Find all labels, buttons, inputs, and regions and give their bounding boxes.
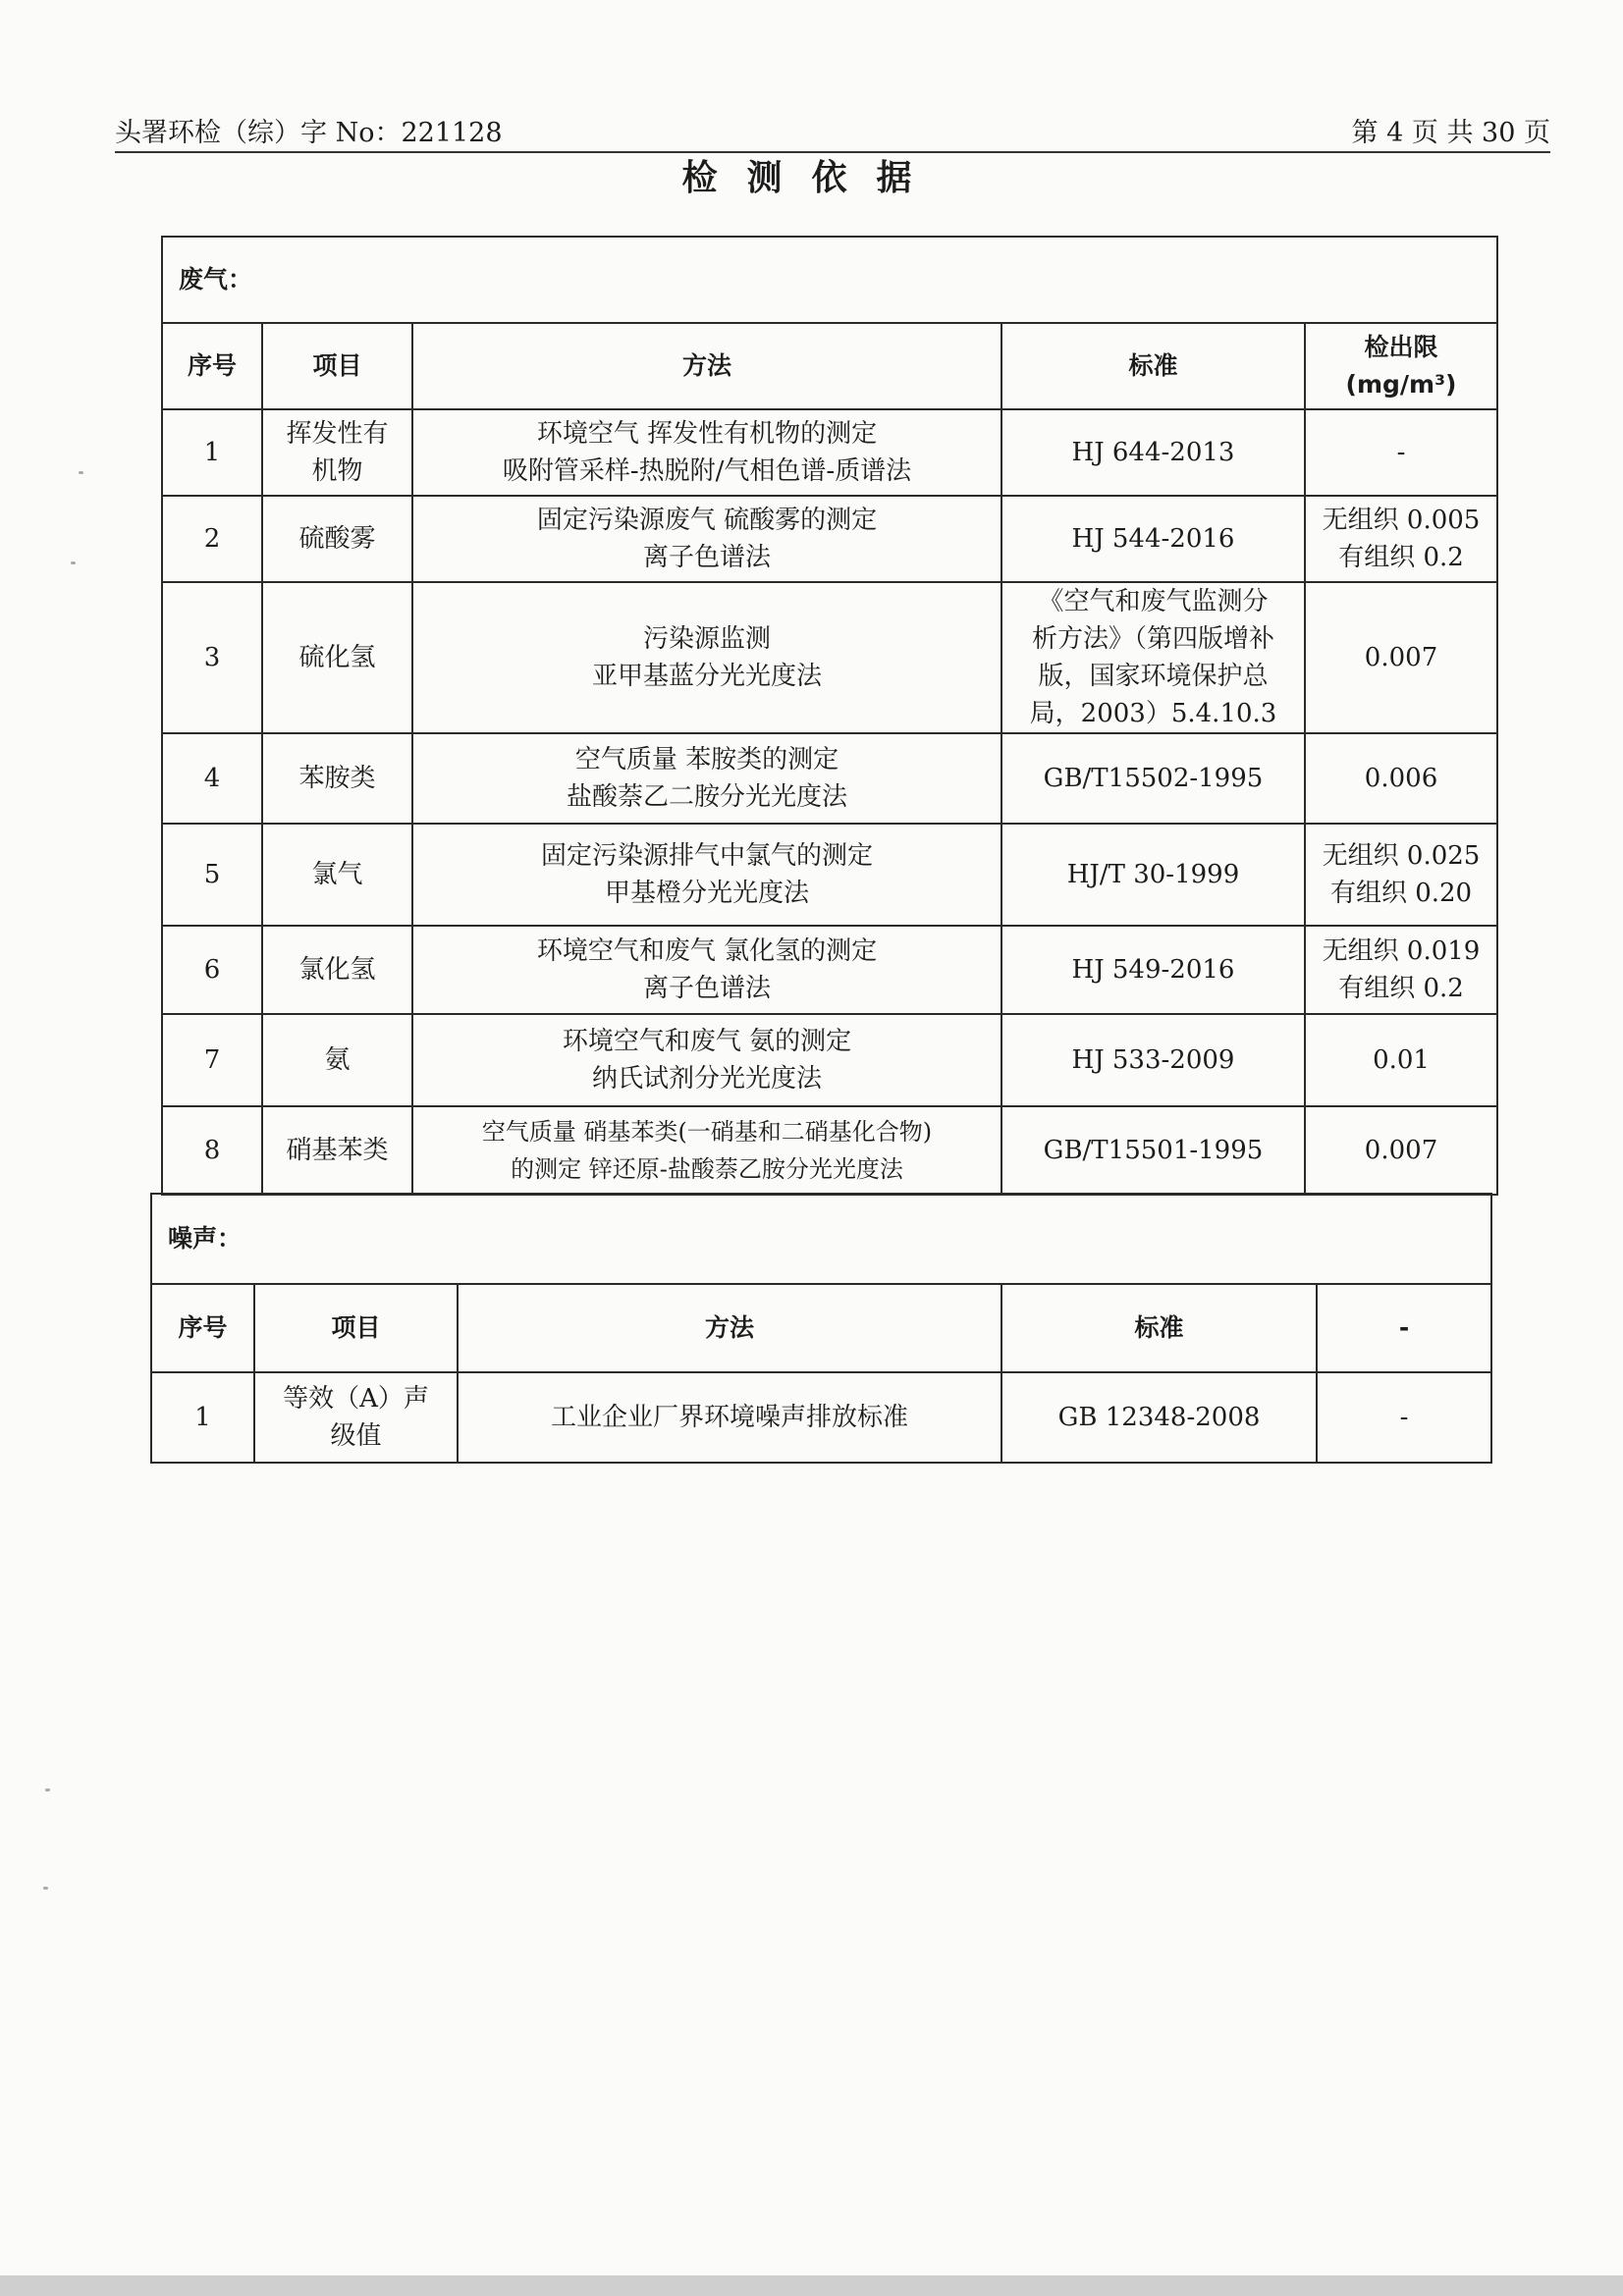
scan-speck bbox=[79, 471, 83, 474]
row-standard: HJ 544-2016 bbox=[1001, 496, 1305, 582]
column-header-no: 序号 bbox=[151, 1284, 254, 1372]
table-row bbox=[162, 733, 1497, 824]
row-item: 氨 bbox=[262, 1014, 412, 1106]
row-no: 6 bbox=[162, 926, 262, 1014]
scan-edge-band bbox=[0, 2275, 1623, 2296]
row-limit: - bbox=[1317, 1372, 1491, 1463]
table-row bbox=[162, 409, 1497, 496]
row-standard: GB/T15502-1995 bbox=[1001, 733, 1305, 824]
row-method: 环境空气 挥发性有机物的测定 吸附管采样-热脱附/气相色谱-质谱法 bbox=[412, 409, 1001, 496]
scan-speck bbox=[71, 561, 76, 564]
column-header-limit: - bbox=[1317, 1284, 1491, 1372]
table-row bbox=[162, 1014, 1497, 1106]
row-method: 空气质量 硝基苯类(一硝基和二硝基化合物) 的测定 锌还原-盐酸萘乙胺分光光度法 bbox=[412, 1106, 1001, 1195]
row-no: 7 bbox=[162, 1014, 262, 1106]
row-method: 固定污染源废气 硫酸雾的测定 离子色谱法 bbox=[412, 496, 1001, 582]
row-limit: 无组织 0.019 有组织 0.2 bbox=[1305, 926, 1497, 1014]
row-item: 等效（A）声 级值 bbox=[254, 1372, 458, 1463]
row-method: 环境空气和废气 氯化氢的测定 离子色谱法 bbox=[412, 926, 1001, 1014]
row-limit: 无组织 0.005 有组织 0.2 bbox=[1305, 496, 1497, 582]
row-item: 硫化氢 bbox=[262, 582, 412, 733]
row-no: 2 bbox=[162, 496, 262, 582]
row-method: 空气质量 苯胺类的测定 盐酸萘乙二胺分光光度法 bbox=[412, 733, 1001, 824]
document-number: 头署环检（综）字 No：221128 bbox=[115, 118, 503, 148]
row-no: 4 bbox=[162, 733, 262, 824]
row-no: 1 bbox=[151, 1372, 254, 1463]
table-row bbox=[162, 582, 1497, 733]
table-row bbox=[151, 1372, 1491, 1463]
row-item: 挥发性有 机物 bbox=[262, 409, 412, 496]
waste-gas-header-row bbox=[162, 323, 1497, 409]
column-header-item: 项目 bbox=[254, 1284, 458, 1372]
waste-gas-section-label: 废气： bbox=[162, 237, 1497, 323]
row-limit: 0.007 bbox=[1305, 582, 1497, 733]
noise-section-label: 噪声： bbox=[151, 1194, 1491, 1284]
row-no: 8 bbox=[162, 1106, 262, 1195]
page-title: 检测依据 bbox=[681, 157, 942, 198]
row-method: 固定污染源排气中氯气的测定 甲基橙分光光度法 bbox=[412, 824, 1001, 926]
column-header-no: 序号 bbox=[162, 323, 262, 409]
table-row bbox=[162, 1106, 1497, 1195]
waste-gas-table bbox=[161, 236, 1498, 1196]
row-limit: 0.006 bbox=[1305, 733, 1497, 824]
row-standard: GB/T15501-1995 bbox=[1001, 1106, 1305, 1195]
column-header-standard: 标准 bbox=[1001, 323, 1305, 409]
row-limit: - bbox=[1305, 409, 1497, 496]
row-no: 1 bbox=[162, 409, 262, 496]
noise-table bbox=[150, 1193, 1492, 1464]
row-standard: GB 12348-2008 bbox=[1001, 1372, 1317, 1463]
column-header-method: 方法 bbox=[458, 1284, 1001, 1372]
table-row bbox=[162, 824, 1497, 926]
row-standard: HJ 644-2013 bbox=[1001, 409, 1305, 496]
row-limit: 0.007 bbox=[1305, 1106, 1497, 1195]
row-item: 苯胺类 bbox=[262, 733, 412, 824]
row-standard: HJ 533-2009 bbox=[1001, 1014, 1305, 1106]
row-item: 硫酸雾 bbox=[262, 496, 412, 582]
row-standard: HJ 549-2016 bbox=[1001, 926, 1305, 1014]
row-item: 硝基苯类 bbox=[262, 1106, 412, 1195]
row-limit: 0.01 bbox=[1305, 1014, 1497, 1106]
row-no: 5 bbox=[162, 824, 262, 926]
row-no: 3 bbox=[162, 582, 262, 733]
row-method: 环境空气和废气 氨的测定 纳氏试剂分光光度法 bbox=[412, 1014, 1001, 1106]
scan-speck bbox=[45, 1789, 50, 1791]
page-header bbox=[115, 116, 1550, 153]
table-row bbox=[162, 926, 1497, 1014]
column-header-method: 方法 bbox=[412, 323, 1001, 409]
row-standard: HJ/T 30-1999 bbox=[1001, 824, 1305, 926]
row-standard: 《空气和废气监测分 析方法》（第四版增补 版，国家环境保护总 局，2003）5.4.10.3 bbox=[1001, 582, 1305, 733]
row-method: 污染源监测 亚甲基蓝分光光度法 bbox=[412, 582, 1001, 733]
column-header-standard: 标准 bbox=[1001, 1284, 1317, 1372]
page-indicator: 第 4 页 共 30 页 bbox=[1351, 118, 1550, 148]
row-method: 工业企业厂界环境噪声排放标准 bbox=[458, 1372, 1001, 1463]
column-header-limit: 检出限 (mg/m³) bbox=[1305, 323, 1497, 409]
row-limit: 无组织 0.025 有组织 0.20 bbox=[1305, 824, 1497, 926]
row-item: 氯化氢 bbox=[262, 926, 412, 1014]
noise-header-row bbox=[151, 1284, 1491, 1372]
column-header-item: 项目 bbox=[262, 323, 412, 409]
scan-speck bbox=[43, 1887, 48, 1890]
row-item: 氯气 bbox=[262, 824, 412, 926]
table-row bbox=[162, 496, 1497, 582]
